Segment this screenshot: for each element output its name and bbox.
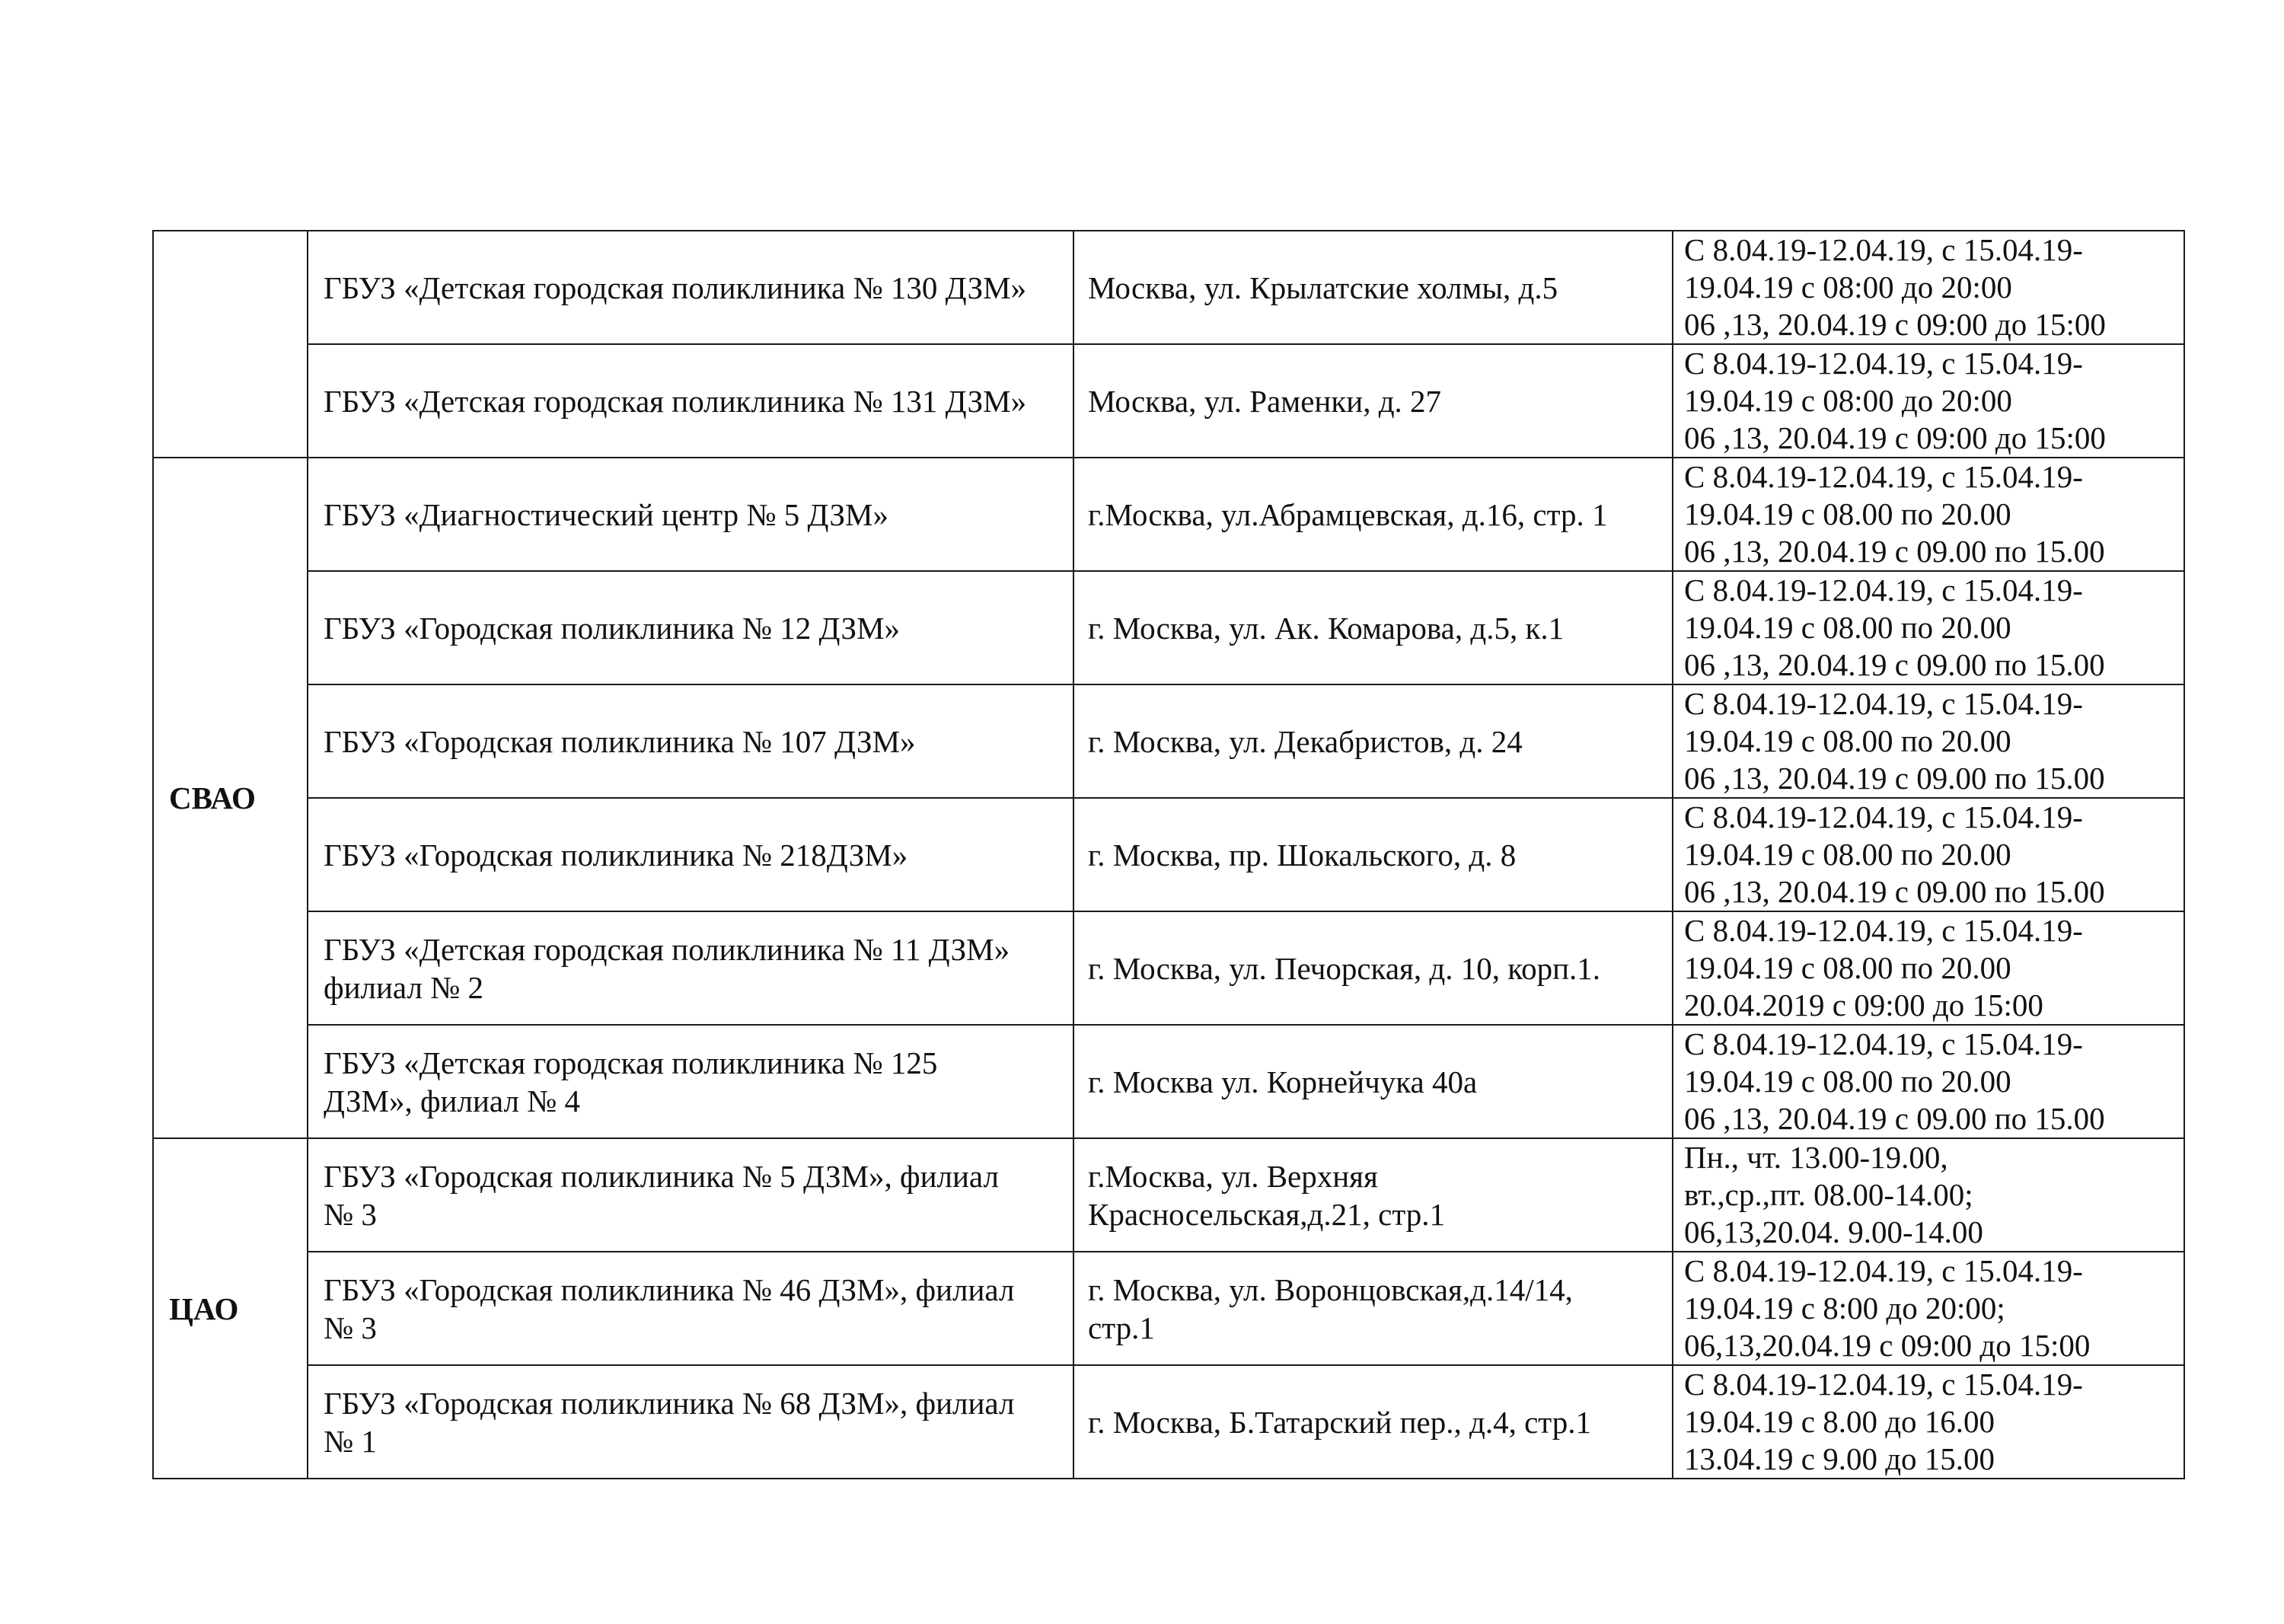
institution-name-line: ГБУЗ «Детская городская поликлиника № 125 (324, 1045, 938, 1080)
table-row (153, 1138, 2184, 1252)
working-hours-line: С 8.04.19-12.04.19, с 15.04.19- (1684, 913, 2083, 948)
address-line: г. Москва, Б.Татарский пер., д.4, стр.1 (1088, 1404, 1591, 1440)
address-cell (1073, 458, 1673, 571)
district-cell: СВАО (153, 458, 308, 1138)
institution-name-cell (308, 1138, 1073, 1252)
address-cell (1073, 1365, 1673, 1479)
working-hours-line: 06 ,13, 20.04.19 с 09.00 по 15.00 (1684, 761, 2105, 796)
table-row (153, 1365, 2184, 1479)
working-hours-line: 06,13,20.04.19 с 09:00 до 15:00 (1684, 1328, 2091, 1363)
address-cell (1073, 911, 1673, 1025)
district-cell: ЦАО (153, 1138, 308, 1479)
address-line: г.Москва, ул. Верхняя (1088, 1158, 1378, 1194)
address-line: г. Москва, ул. Декабристов, д. 24 (1088, 723, 1523, 759)
working-hours-cell (1673, 911, 2184, 1025)
working-hours-cell (1673, 684, 2184, 798)
address-line: г. Москва, ул. Воронцовская,д.14/14, (1088, 1271, 1573, 1307)
working-hours-line: 06 ,13, 20.04.19 с 09.00 по 15.00 (1684, 1101, 2105, 1136)
district-cell (153, 231, 308, 458)
working-hours-line: 13.04.19 с 9.00 до 15.00 (1684, 1441, 1995, 1476)
working-hours-line: С 8.04.19-12.04.19, с 15.04.19- (1684, 459, 2083, 494)
institution-name-cell (308, 344, 1073, 458)
working-hours-line: С 8.04.19-12.04.19, с 15.04.19- (1684, 346, 2083, 381)
institution-name-line: № 3 (324, 1196, 377, 1232)
working-hours-line: 06 ,13, 20.04.19 с 09.00 по 15.00 (1684, 647, 2105, 682)
working-hours-line: С 8.04.19-12.04.19, с 15.04.19- (1684, 799, 2083, 834)
address-cell (1073, 1025, 1673, 1138)
working-hours-line: 20.04.2019 с 09:00 до 15:00 (1684, 987, 2043, 1023)
table-row (153, 344, 2184, 458)
address-line: стр.1 (1088, 1310, 1155, 1345)
working-hours-line: 19.04.19 с 8:00 до 20:00; (1684, 1291, 2005, 1326)
clinic-schedule-table (152, 230, 2185, 1479)
institution-name-cell (308, 798, 1073, 911)
working-hours-line: 19.04.19 с 08:00 до 20:00 (1684, 270, 2012, 305)
institution-name-line: ГБУЗ «Детская городская поликлиника № 11 ДЗМ» (324, 931, 1010, 967)
working-hours-cell (1673, 344, 2184, 458)
working-hours-line: С 8.04.19-12.04.19, с 15.04.19- (1684, 573, 2083, 608)
table-row (153, 571, 2184, 684)
working-hours-cell (1673, 458, 2184, 571)
working-hours-cell (1673, 1025, 2184, 1138)
address-line: г. Москва, ул. Ак. Комарова, д.5, к.1 (1088, 610, 1565, 646)
address-line: Красносельская,д.21, стр.1 (1088, 1196, 1446, 1232)
address-line: г. Москва, ул. Печорская, д. 10, корп.1. (1088, 950, 1601, 986)
institution-name-line: ГБУЗ «Городская поликлиника № 107 ДЗМ» (324, 723, 916, 759)
address-line: Москва, ул. Крылатские холмы, д.5 (1088, 270, 1558, 305)
table-body (153, 231, 2184, 1479)
working-hours-line: 19.04.19 с 08.00 по 20.00 (1684, 496, 2011, 531)
institution-name-cell (308, 1252, 1073, 1365)
address-line: г.Москва, ул.Абрамцевская, д.16, стр. 1 (1088, 496, 1608, 532)
institution-name-line: ДЗМ», филиал № 4 (324, 1083, 581, 1118)
address-line: г. Москва, пр. Шокальского, д. 8 (1088, 837, 1517, 873)
working-hours-line: С 8.04.19-12.04.19, с 15.04.19- (1684, 686, 2083, 721)
working-hours-line: 19.04.19 с 08:00 до 20:00 (1684, 383, 2012, 418)
institution-name-cell (308, 458, 1073, 571)
working-hours-cell (1673, 571, 2184, 684)
working-hours-line: 06 ,13, 20.04.19 с 09:00 до 15:00 (1684, 307, 2106, 342)
working-hours-cell (1673, 1138, 2184, 1252)
working-hours-line: 06 ,13, 20.04.19 с 09.00 по 15.00 (1684, 534, 2105, 569)
working-hours-line: 19.04.19 с 08.00 по 20.00 (1684, 610, 2011, 645)
working-hours-line: С 8.04.19-12.04.19, с 15.04.19- (1684, 1026, 2083, 1061)
institution-name-line: № 1 (324, 1423, 377, 1459)
working-hours-line: вт.,ср.,пт. 08.00-14.00; (1684, 1177, 1973, 1212)
table-row (153, 458, 2184, 571)
working-hours-line: 06 ,13, 20.04.19 с 09.00 по 15.00 (1684, 874, 2105, 909)
address-cell (1073, 231, 1673, 344)
working-hours-line: 19.04.19 с 08.00 по 20.00 (1684, 723, 2011, 758)
address-line: г. Москва ул. Корнейчука 40а (1088, 1064, 1478, 1099)
address-cell (1073, 798, 1673, 911)
institution-name-line: ГБУЗ «Детская городская поликлиника № 130 ДЗМ» (324, 270, 1027, 305)
institution-name-line: ГБУЗ «Городская поликлиника № 218ДЗМ» (324, 837, 908, 873)
table-row (153, 231, 2184, 344)
working-hours-line: 06,13,20.04. 9.00-14.00 (1684, 1214, 1983, 1249)
working-hours-line: С 8.04.19-12.04.19, с 15.04.19- (1684, 232, 2083, 267)
working-hours-line: 06 ,13, 20.04.19 с 09:00 до 15:00 (1684, 420, 2106, 455)
institution-name-cell (308, 1365, 1073, 1479)
institution-name-cell (308, 571, 1073, 684)
address-cell (1073, 344, 1673, 458)
address-cell (1073, 1252, 1673, 1365)
working-hours-line: 19.04.19 с 08.00 по 20.00 (1684, 837, 2011, 872)
working-hours-cell (1673, 798, 2184, 911)
working-hours-line: Пн., чт. 13.00-19.00, (1684, 1140, 1948, 1175)
working-hours-line: 19.04.19 с 08.00 по 20.00 (1684, 1064, 2011, 1099)
institution-name-line: ГБУЗ «Городская поликлиника № 5 ДЗМ», филиал (324, 1158, 999, 1194)
institution-name-line: ГБУЗ «Детская городская поликлиника № 131 ДЗМ» (324, 383, 1027, 419)
working-hours-cell (1673, 1365, 2184, 1479)
institution-name-line: филиал № 2 (324, 969, 484, 1005)
table-row (153, 911, 2184, 1025)
table-row (153, 798, 2184, 911)
institution-name-cell (308, 911, 1073, 1025)
institution-name-line: № 3 (324, 1310, 377, 1345)
institution-name-line: ГБУЗ «Городская поликлиника № 12 ДЗМ» (324, 610, 901, 646)
institution-name-line: ГБУЗ «Городская поликлиника № 46 ДЗМ», филиал (324, 1271, 1015, 1307)
institution-name-line: ГБУЗ «Городская поликлиника № 68 ДЗМ», филиал (324, 1385, 1015, 1421)
working-hours-cell (1673, 231, 2184, 344)
working-hours-line: С 8.04.19-12.04.19, с 15.04.19- (1684, 1367, 2083, 1402)
working-hours-line: 19.04.19 с 08.00 по 20.00 (1684, 950, 2011, 985)
institution-name-line: ГБУЗ «Диагностический центр № 5 ДЗМ» (324, 496, 888, 532)
address-cell (1073, 1138, 1673, 1252)
address-cell (1073, 684, 1673, 798)
working-hours-cell (1673, 1252, 2184, 1365)
institution-name-cell (308, 1025, 1073, 1138)
working-hours-line: С 8.04.19-12.04.19, с 15.04.19- (1684, 1253, 2083, 1288)
address-line: Москва, ул. Раменки, д. 27 (1088, 383, 1442, 419)
institution-name-cell (308, 231, 1073, 344)
table-row (153, 1252, 2184, 1365)
institution-name-cell (308, 684, 1073, 798)
table-row (153, 1025, 2184, 1138)
table-row (153, 684, 2184, 798)
address-cell (1073, 571, 1673, 684)
working-hours-line: 19.04.19 с 8.00 до 16.00 (1684, 1404, 1995, 1439)
